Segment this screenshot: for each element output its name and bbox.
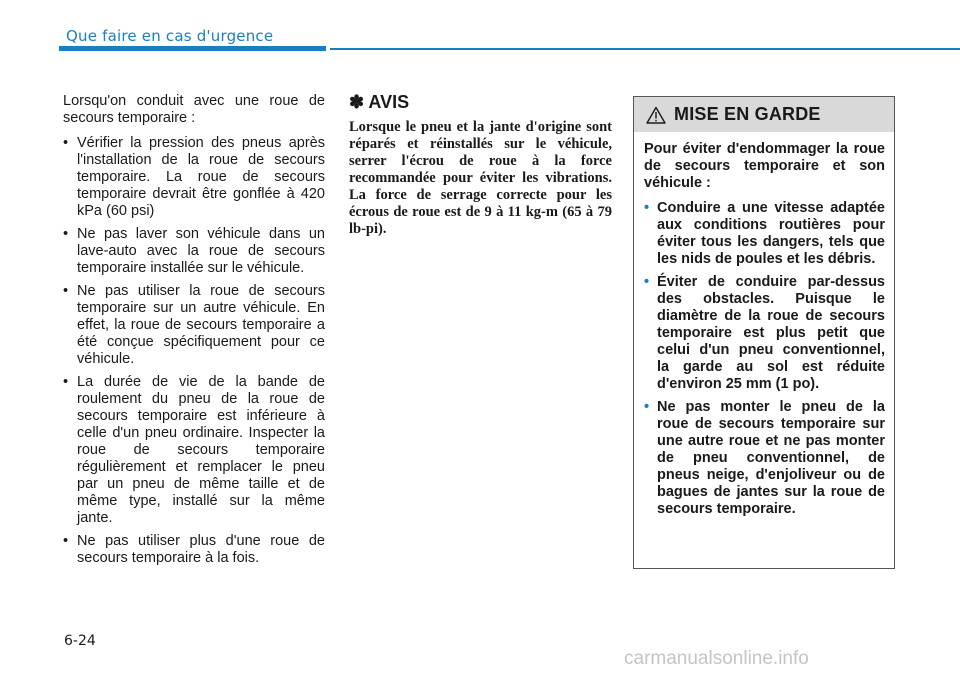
left-bullet-item: • La durée de vie de la bande de roulement du pneu de la roue de secours temporaire est inférieure à celle d'un pneu ordinaire. Inspecter la roue de secours temporaire régulièrement et remplacer le pneu par un pneu de même taille et de même type, installé sur la même jante. xyxy=(63,374,325,527)
left-bullet-item: • Vérifier la pression des pneus après l'installation de la roue de secours temporaire. La roue de secours temporaire devrait être gonflée à 420 kPa (60 psi) xyxy=(63,135,325,220)
caution-bullet-item: • Conduire a une vitesse adaptée aux conditions routières pour éviter tous les dangers, tels que les nids de poules et les débris. xyxy=(644,200,885,268)
caution-header xyxy=(634,97,894,132)
left-column xyxy=(63,93,325,573)
notice-body: Lorsque le pneu et la jante d'origine sont réparés et réinstallés sur le véhicule, serrer l'écrou de roue à la force recommandée pour éviter les vibrations. La force de serrage correcte pour les écrous de roue est de 9 à 11 kg-m (65 à 79 lb-pi). xyxy=(349,119,612,237)
warning-triangle-icon xyxy=(646,106,666,124)
watermark: carmanualsonline.info xyxy=(624,648,809,669)
notice-column xyxy=(349,92,612,238)
left-bullet-item: • Ne pas utiliser la roue de secours temporaire sur un autre véhicule. En effet, la roue de secours temporaire a été conçue spécifiquement pour ce véhicule. xyxy=(63,283,325,368)
header-bar-thin xyxy=(330,48,960,50)
caution-body xyxy=(634,132,894,518)
section-header-title: Que faire en cas d'urgence xyxy=(66,27,274,45)
caution-bullet-list xyxy=(644,200,885,518)
left-bullet-item: • Ne pas utiliser plus d'une roue de secours temporaire à la fois. xyxy=(63,533,325,567)
left-bullet-item: • Ne pas laver son véhicule dans un lave-auto avec la roue de secours temporaire installée sur le véhicule. xyxy=(63,226,325,277)
caution-intro: Pour éviter d'endommager la roue de secours temporaire et son véhicule : xyxy=(644,141,885,191)
left-intro: Lorsqu'on conduit avec une roue de secours temporaire : xyxy=(63,93,325,126)
caution-bullet-item: • Éviter de conduire par-dessus des obstacles. Puisque le diamètre de la roue de secours temporaire est plus petit que celui d'un pneu conventionnel, la garde au sol est réduite d'environ 25 mm (1 po). xyxy=(644,274,885,393)
caution-bullet-item: • Ne pas monter le pneu de la roue de secours temporaire sur une autre roue et ne pas monter de pneu conventionnel, de pneus neige, d'enjoliveur ou de bagues de jantes sur la roue de secours temporaire. xyxy=(644,399,885,518)
notice-title: ✽ AVIS xyxy=(349,92,410,112)
caution-box xyxy=(633,96,895,569)
header-bar-thick xyxy=(59,46,326,51)
page-number: 6-24 xyxy=(64,633,96,649)
left-bullet-list xyxy=(63,135,325,567)
caution-title: MISE EN GARDE xyxy=(674,104,821,124)
